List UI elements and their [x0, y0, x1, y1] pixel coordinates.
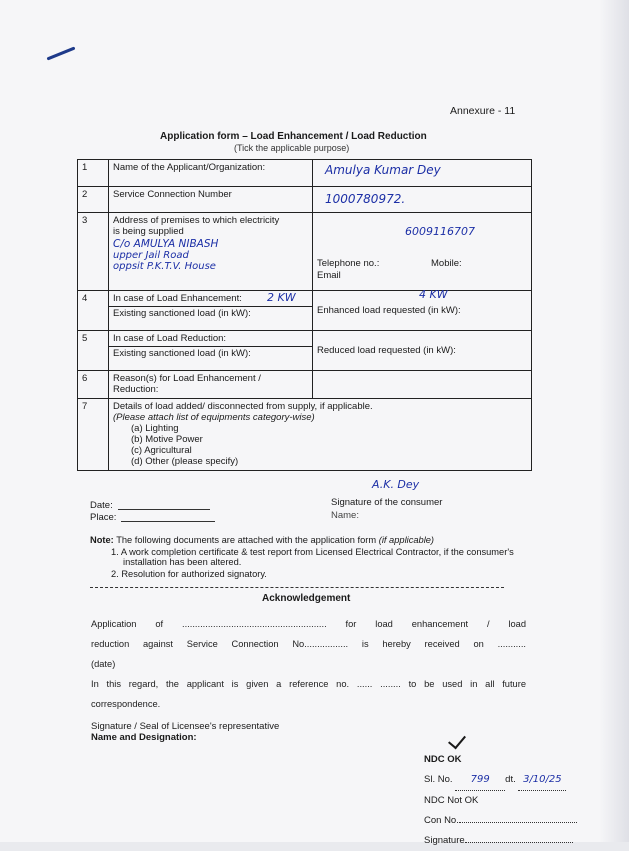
con-no-label: Con No.: [424, 815, 459, 826]
existing-load-label: Existing sanctioned load (in kW):: [109, 306, 312, 319]
row-number: 5: [78, 331, 109, 371]
reduced-load-label: Reduced load requested (in kW):: [317, 345, 456, 356]
note-section: [90, 535, 540, 579]
note-text: The following documents are attached with the application form: [116, 535, 377, 545]
serial-row: [424, 770, 577, 791]
acknowledgement-title: Acknowledgement: [262, 593, 351, 604]
con-no-row: [424, 811, 577, 831]
ndc-stamp: [424, 750, 577, 851]
table-row: [78, 160, 532, 187]
row-number: 4: [78, 291, 109, 331]
enhanced-load-value: 4 KW: [419, 288, 448, 301]
place-line[interactable]: [121, 521, 215, 522]
section-divider: [90, 587, 504, 588]
ack-line2: reduction against Service Connection No................. is hereby received on ...........: [91, 639, 526, 649]
ack-line4: In this regard, the applicant is given a reference no. ...... ........ to be used in all future: [91, 679, 526, 689]
check-mark-icon: [448, 731, 466, 750]
ack-line3: (date): [91, 659, 116, 669]
table-row: [78, 371, 532, 399]
application-table: [77, 159, 532, 471]
row-number: 6: [78, 371, 109, 399]
service-connection-value: 1000780972.: [325, 192, 406, 206]
consumer-signature: A.K. Dey: [372, 478, 420, 491]
form-subtitle: (Tick the applicable purpose): [234, 143, 350, 153]
load-details-label: Details of load added/ disconnected from supply, if applicable.: [113, 401, 373, 412]
table-row: [78, 331, 532, 371]
reasons-label-line1: Reason(s) for Load Enhancement /: [113, 373, 261, 384]
applicant-name-value: Amulya Kumar Dey: [325, 163, 441, 177]
load-reduction-cell[interactable]: [109, 331, 313, 371]
pen-mark: [47, 46, 76, 60]
category-lighting: (a) Lighting: [131, 423, 179, 434]
note-label: Note:: [90, 535, 114, 545]
category-other: (d) Other (please specify): [131, 456, 239, 467]
row-number: 7: [78, 399, 109, 471]
licensee-signature-label: Signature / Seal of Licensee's representative: [91, 721, 280, 732]
existing-load-reduction-label: Existing sanctioned load (in kW):: [109, 346, 312, 359]
acknowledgement-text: [91, 614, 526, 714]
applicant-name-label: Name of the Applicant/Organization:: [109, 160, 313, 187]
serial-value[interactable]: 799: [455, 770, 505, 791]
mobile-label: Mobile:: [431, 258, 462, 269]
reasons-cell[interactable]: [109, 371, 313, 399]
consumer-name-label: Name:: [331, 510, 359, 521]
form-title: Application form – Load Enhancement / Load Reduction: [160, 131, 427, 142]
ack-line1: Application of ........................................................ for load enhancement / load: [91, 619, 526, 629]
load-reduction-label: In case of Load Reduction:: [113, 333, 227, 344]
table-row: [78, 291, 532, 331]
category-agricultural: (c) Agricultural: [131, 445, 192, 456]
note-item-1: 1. A work completion certificate & test report from Licensed Electrical Contractor, if the consumer's installation has been altered.: [111, 547, 514, 567]
licensee-signature-block: [91, 721, 279, 743]
row-number: 2: [78, 187, 109, 213]
ndc-not-ok-label: NDC Not OK: [424, 795, 479, 806]
annexure-label: Annexure - 11: [450, 105, 516, 117]
note-italic: (if applicable): [378, 535, 435, 545]
address-line3: oppsit P.K.T.V. House: [113, 261, 216, 272]
note-item-2: 2. Resolution for authorized signatory.: [111, 569, 267, 579]
existing-load-value: 2 KW: [267, 291, 296, 304]
ndc-date-value[interactable]: 3/10/25: [518, 770, 566, 791]
address-line2: upper Jail Road: [113, 250, 189, 261]
telephone-label: Telephone no.:: [317, 258, 380, 269]
date-label: Date:: [90, 500, 113, 511]
reduced-load-cell[interactable]: [313, 331, 532, 371]
ndc-signature-label: Signature: [424, 835, 465, 846]
page-edge-shadow: [599, 0, 629, 842]
reasons-label-line2: Reduction:: [113, 384, 159, 395]
row-number: 3: [78, 213, 109, 291]
table-row: [78, 187, 532, 213]
mobile-number-value: 6009116707: [405, 225, 475, 238]
serial-label: Sl. No.: [424, 774, 453, 785]
load-enhancement-label: In case of Load Enhancement:: [113, 293, 242, 304]
consumer-signature-label: Signature of the consumer: [331, 497, 443, 508]
table-row: [78, 399, 532, 471]
note-line: [90, 535, 540, 545]
address-line1: C/o AMULYA NIBASH: [113, 238, 219, 250]
service-connection-cell[interactable]: [313, 187, 532, 213]
contact-cell[interactable]: [313, 213, 532, 291]
reasons-value-cell[interactable]: [313, 371, 532, 399]
load-details-note: (Please attach list of equipments category-wise): [113, 412, 315, 423]
ndc-signature-field[interactable]: [465, 842, 573, 843]
premises-label-line1: Address of premises to which electricity: [113, 215, 280, 226]
category-motive-power: (b) Motive Power: [131, 434, 203, 445]
table-row: [78, 213, 532, 291]
con-no-field[interactable]: [459, 822, 577, 823]
load-details-cell[interactable]: [109, 399, 532, 471]
ack-line5: correspondence.: [91, 699, 161, 709]
date-line[interactable]: [118, 509, 210, 510]
place-label: Place:: [90, 512, 117, 523]
enhanced-load-label: Enhanced load requested (in kW):: [317, 305, 461, 316]
date-short-label: dt.: [505, 774, 516, 785]
premises-address-cell[interactable]: [109, 213, 313, 291]
service-connection-label: Service Connection Number: [109, 187, 313, 213]
premises-label-line2: is being supplied: [113, 226, 184, 237]
load-enhancement-cell[interactable]: [109, 291, 313, 331]
ndc-ok-label: NDC OK: [424, 754, 462, 765]
signature-row: [424, 831, 577, 851]
name-designation-label: Name and Designation:: [91, 732, 197, 743]
enhanced-load-cell[interactable]: [313, 288, 532, 331]
row-number: 1: [78, 160, 109, 187]
email-label: Email: [317, 270, 341, 281]
applicant-name-cell[interactable]: [313, 160, 532, 187]
